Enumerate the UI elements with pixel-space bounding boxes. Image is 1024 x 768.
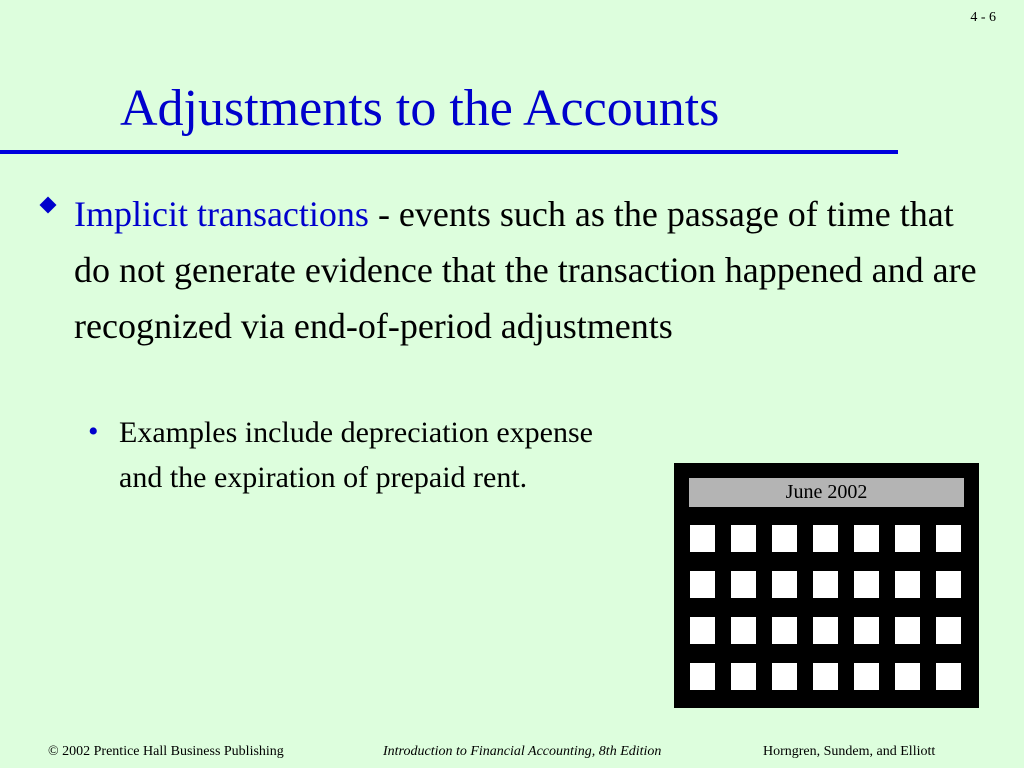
calendar-day-cell xyxy=(813,525,838,552)
calendar-day-cell xyxy=(854,571,879,598)
sub-bullet xyxy=(88,410,628,500)
calendar-day-cell xyxy=(813,571,838,598)
calendar-image xyxy=(674,463,979,708)
calendar-day-cell xyxy=(690,617,715,644)
calendar-day-cell xyxy=(813,663,838,690)
footer-authors: Horngren, Sundem, and Elliott xyxy=(763,744,936,759)
bullet-definition: - events such as the passage of time that do not generate evidence that the transaction happened and are recognized via end-of-period adjustments xyxy=(74,194,977,346)
calendar-day-cell xyxy=(854,525,879,552)
main-bullet xyxy=(38,186,998,354)
calendar-header: June 2002 xyxy=(689,478,964,507)
calendar-day-cell xyxy=(772,663,797,690)
calendar-day-cell xyxy=(731,663,756,690)
footer-book-title: Introduction to Financial Accounting, 8th Edition xyxy=(383,744,662,759)
calendar-day-cell xyxy=(731,617,756,644)
title-underline xyxy=(0,150,898,154)
calendar-day-cell xyxy=(772,571,797,598)
calendar-day-cell xyxy=(690,571,715,598)
main-bullet-text xyxy=(74,186,998,354)
calendar-grid xyxy=(690,525,961,690)
calendar-day-cell xyxy=(895,617,920,644)
calendar-day-cell xyxy=(854,617,879,644)
calendar-day-cell xyxy=(731,525,756,552)
sub-bullet-text: Examples include depreciation expense and the expiration of prepaid rent. xyxy=(119,416,593,494)
calendar-day-cell xyxy=(895,663,920,690)
calendar-day-cell xyxy=(690,663,715,690)
calendar-day-cell xyxy=(854,663,879,690)
slide-title: Adjustments to the Accounts xyxy=(120,80,720,137)
calendar-day-cell xyxy=(936,571,961,598)
bullet-term: Implicit transactions xyxy=(74,194,369,234)
slide-number: 4 - 6 xyxy=(970,10,996,25)
calendar-day-cell xyxy=(895,571,920,598)
calendar-day-cell xyxy=(772,525,797,552)
calendar-day-cell xyxy=(690,525,715,552)
footer-copyright: © 2002 Prentice Hall Business Publishing xyxy=(48,744,284,759)
calendar-day-cell xyxy=(731,571,756,598)
calendar-day-cell xyxy=(895,525,920,552)
calendar-day-cell xyxy=(813,617,838,644)
diamond-bullet-icon xyxy=(40,197,57,214)
calendar-day-cell xyxy=(936,617,961,644)
calendar-day-cell xyxy=(772,617,797,644)
sub-bullet-marker: • xyxy=(88,415,99,448)
calendar-day-cell xyxy=(936,525,961,552)
calendar-day-cell xyxy=(936,663,961,690)
